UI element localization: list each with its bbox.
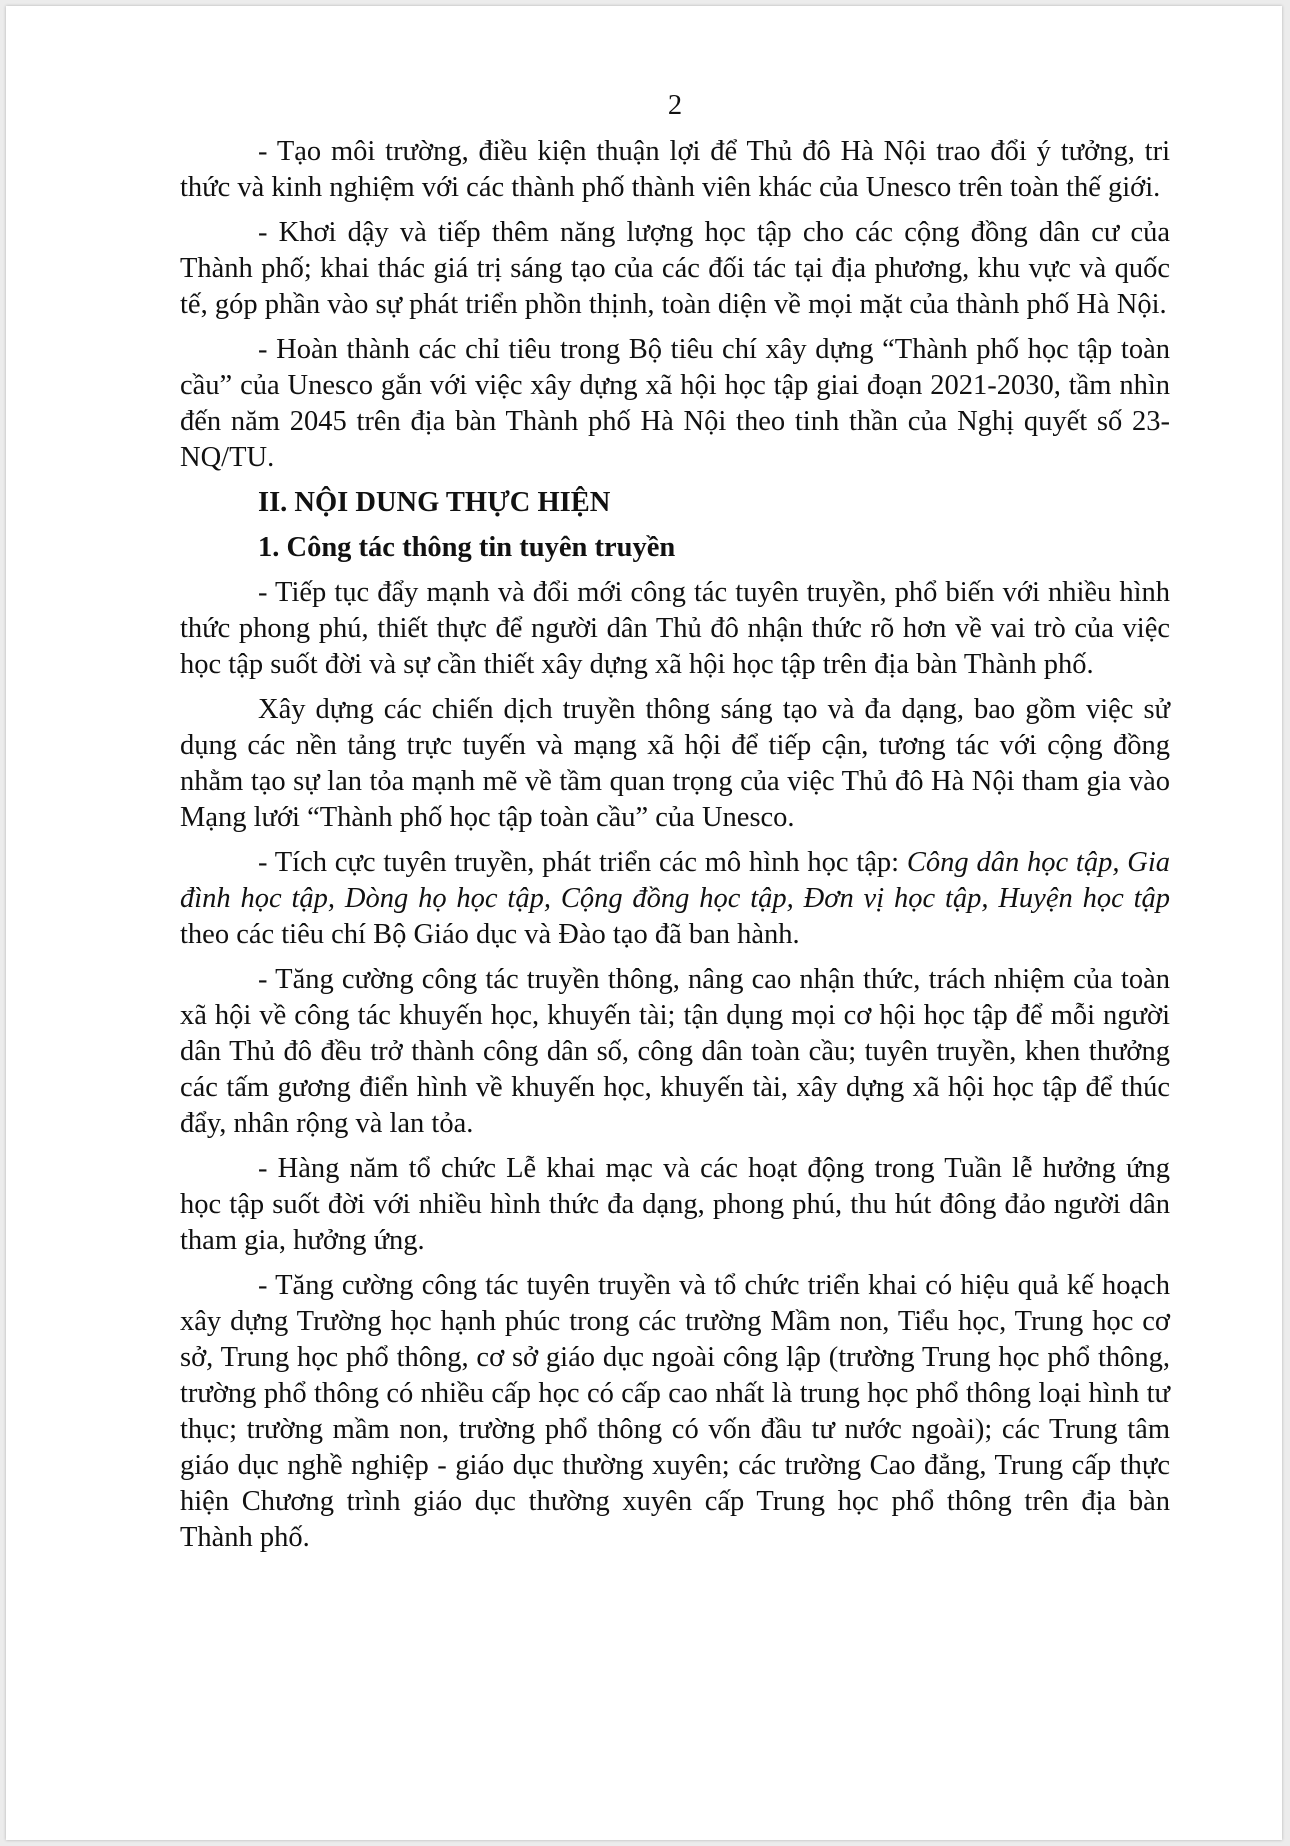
document-body bbox=[180, 88, 1170, 1565]
paragraph: - Hoàn thành các chỉ tiêu trong Bộ tiêu chí xây dựng “Thành phố học tập toàn cầu” của Unesco gắn với việc xây dựng xã hội học tập giai đoạn 2021-2030, tầm nhìn đến năm 2045 trên địa bàn Thành phố Hà Nội theo tinh thần của Nghị quyết số 23-NQ/TU. bbox=[180, 334, 1170, 473]
paragraph: - Khơi dậy và tiếp thêm năng lượng học tập cho các cộng đồng dân cư của Thành phố; khai thác giá trị sáng tạo của các đối tác tại địa phương, khu vực và quốc tế, góp phần vào sự phát triển phồn thịnh, toàn diện về mọi mặt của thành phố Hà Nội. bbox=[180, 217, 1170, 320]
paragraph: - Tăng cường công tác tuyên truyền và tổ chức triển khai có hiệu quả kế hoạch xây dựng Trường học hạnh phúc trong các trường Mầm non, Tiểu học, Trung học cơ sở, Trung học phổ thông, cơ sở giáo dục ngoài công lập (trường Trung học phổ thông, trường phổ thông có nhiều cấp học có cấp cao nhất là trung học phổ thông loại hình tư thục; trường mầm non, trường phổ thông có vốn đầu tư nước ngoài); các Trung tâm giáo dục nghề nghiệp - giáo dục thường xuyên; các trường Cao đẳng, Trung cấp thực hiện Chương trình giáo dục thường xuyên cấp Trung học phổ thông trên địa bàn Thành phố. bbox=[180, 1270, 1170, 1553]
document-page bbox=[6, 6, 1282, 1840]
page-number: 2 bbox=[667, 90, 683, 121]
paragraph: - Tiếp tục đẩy mạnh và đổi mới công tác tuyên truyền, phổ biến với nhiều hình thức phong phú, thiết thực để người dân Thủ đô nhận thức rõ hơn về vai trò của việc học tập suốt đời và sự cần thiết xây dựng xã hội học tập trên địa bàn Thành phố. bbox=[180, 577, 1170, 680]
paragraph: - Hàng năm tổ chức Lễ khai mạc và các hoạt động trong Tuần lễ hưởng ứng học tập suốt đời với nhiều hình thức đa dạng, phong phú, thu hút đông đảo người dân tham gia, hưởng ứng. bbox=[180, 1153, 1170, 1256]
subsection-heading: 1. Công tác thông tin tuyên truyền bbox=[258, 532, 676, 563]
models-lead-text: - Tích cực tuyên truyền, phát triển các mô hình học tập: bbox=[258, 847, 907, 878]
paragraph: Xây dựng các chiến dịch truyền thông sáng tạo và đa dạng, bao gồm việc sử dụng các nền tảng trực tuyến và mạng xã hội để tiếp cận, tương tác với cộng đồng nhằm tạo sự lan tỏa mạnh mẽ về tầm quan trọng của việc Thủ đô Hà Nội tham gia vào Mạng lưới “Thành phố học tập toàn cầu” của Unesco. bbox=[180, 694, 1170, 833]
paragraph: - Tăng cường công tác truyền thông, nâng cao nhận thức, trách nhiệm của toàn xã hội về công tác khuyến học, khuyến tài; tận dụng mọi cơ hội học tập để mỗi người dân Thủ đô đều trở thành công dân số, công dân toàn cầu; tuyên truyền, khen thưởng các tấm gương điển hình về khuyến học, khuyến tài, xây dựng xã hội học tập để thúc đẩy, nhân rộng và lan tỏa. bbox=[180, 964, 1170, 1139]
models-tail-text: theo các tiêu chí Bộ Giáo dục và Đào tạo đã ban hành. bbox=[180, 919, 800, 950]
section-heading: II. NỘI DUNG THỰC HIỆN bbox=[258, 487, 611, 518]
models-italic-list: Công dân học tập, Gia đình học tập, Dòng họ học tập, Cộng đồng học tập, Đơn vị học tập, Huyện học tập bbox=[180, 847, 1170, 914]
paragraph: - Tạo môi trường, điều kiện thuận lợi để Thủ đô Hà Nội trao đổi ý tưởng, tri thức và kinh nghiệm với các thành phố thành viên khác của Unesco trên toàn thế giới. bbox=[180, 136, 1170, 203]
learning-models-paragraph bbox=[180, 845, 1170, 953]
